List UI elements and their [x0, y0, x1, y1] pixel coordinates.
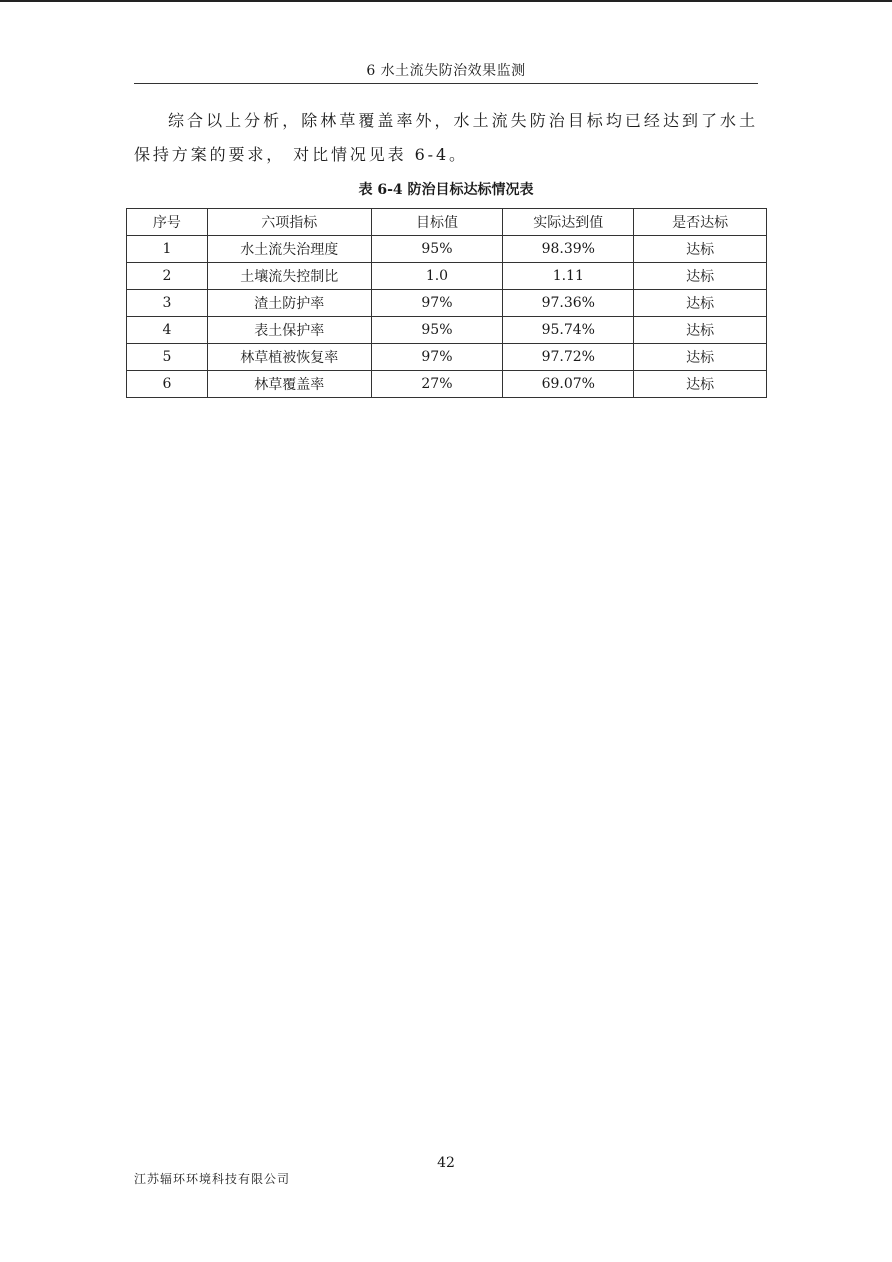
page-header-title: 6 水土流失防治效果监测: [366, 63, 526, 79]
table-header-row: [127, 209, 767, 236]
cell-status: 达标: [634, 290, 767, 317]
cell-status: 达标: [634, 344, 767, 371]
target-compliance-table: [126, 208, 767, 398]
cell-actual: 98.39%: [503, 236, 634, 263]
table-row: [127, 236, 767, 263]
cell-index: 4: [127, 317, 208, 344]
cell-status: 达标: [634, 263, 767, 290]
cell-target: 27%: [371, 371, 503, 398]
table-row: [127, 317, 767, 344]
cell-indicator: 水土流失治理度: [207, 236, 371, 263]
cell-actual: 95.74%: [503, 317, 634, 344]
cell-actual: 97.72%: [503, 344, 634, 371]
cell-status: 达标: [634, 317, 767, 344]
cell-target: 1.0: [371, 263, 503, 290]
column-header-indicator: 六项指标: [207, 209, 371, 236]
cell-actual: 1.11: [503, 263, 634, 290]
column-header-actual: 实际达到值: [503, 209, 634, 236]
table-row: [127, 263, 767, 290]
cell-index: 1: [127, 236, 208, 263]
cell-indicator: 林草覆盖率: [207, 371, 371, 398]
company-name: 江苏辐环环境科技有限公司: [134, 1172, 291, 1186]
cell-target: 95%: [371, 236, 503, 263]
cell-status: 达标: [634, 236, 767, 263]
cell-indicator: 渣土防护率: [207, 290, 371, 317]
cell-index: 2: [127, 263, 208, 290]
cell-status: 达标: [634, 371, 767, 398]
cell-indicator: 林草植被恢复率: [207, 344, 371, 371]
cell-index: 3: [127, 290, 208, 317]
cell-index: 5: [127, 344, 208, 371]
cell-indicator: 土壤流失控制比: [207, 263, 371, 290]
cell-indicator: 表土保护率: [207, 317, 371, 344]
table-row: [127, 344, 767, 371]
page-number: 42: [437, 1155, 455, 1171]
column-header-status: 是否达标: [634, 209, 767, 236]
column-header-target: 目标值: [371, 209, 503, 236]
cell-target: 97%: [371, 344, 503, 371]
top-border-line: [0, 0, 892, 2]
cell-actual: 69.07%: [503, 371, 634, 398]
cell-target: 95%: [371, 317, 503, 344]
header-divider: [134, 83, 758, 84]
table-row: [127, 290, 767, 317]
cell-actual: 97.36%: [503, 290, 634, 317]
table-row: [127, 371, 767, 398]
cell-target: 97%: [371, 290, 503, 317]
column-header-index: 序号: [127, 209, 208, 236]
cell-index: 6: [127, 371, 208, 398]
body-paragraph: 综合以上分析，除林草覆盖率外，水土流失防治目标均已经达到了水土保持方案的要求， 对比情况见表 6-4。: [134, 111, 758, 164]
table-caption: 表 6-4 防治目标达标情况表: [358, 182, 534, 198]
